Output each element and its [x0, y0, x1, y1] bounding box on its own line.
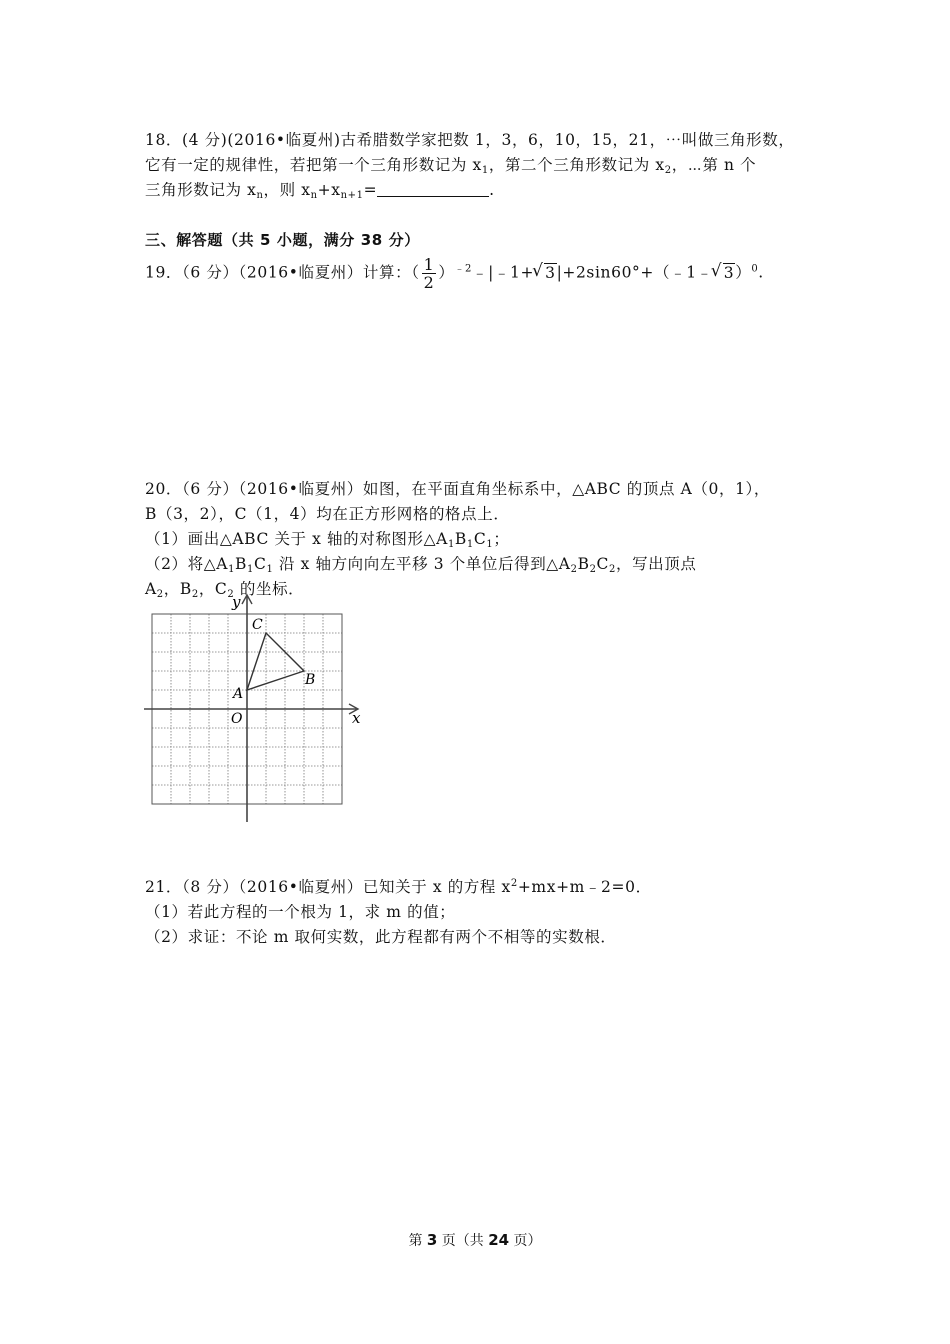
- q20-part1: （1）画出△ABC 关于 x 轴的对称图形$\triangle A_1B_1C_1$；: [145, 530, 510, 550]
- sqrt-radical: √ 3: [713, 264, 735, 282]
- origin-label: O: [231, 711, 243, 727]
- q18-line1: 18．(4 分)(2016•临夏州)古希腊数学家把数 1，3，6，10，15，21，⋯叫做三角形数，: [145, 131, 795, 149]
- q20-line2: B（3，2），C（1，4）均在正方形网格的格点上．: [145, 505, 510, 523]
- section-title: 三、解答题（共 5 小题，满分 38 分）: [145, 231, 420, 249]
- fraction: $\frac{1}{2}$: [423, 255, 435, 292]
- q21-line1: 21．（8 分）（2016•临夏州）已知关于 x 的方程 $x^2+mx+m﹣2=0$．: [145, 878, 652, 896]
- answer-blank[interactable]: [377, 182, 489, 197]
- total-pages: 24: [488, 1231, 510, 1249]
- page-footer: 第 3 页（共 24 页）: [408, 1231, 542, 1249]
- q19-expression: 19．（6 分）（2016•临夏州）计算：（ $\frac{1}{2}$ ）$^{﹣2}$﹣|﹣1+√ 3|+2sin60°+（﹣1﹣√ 3）$^0$.: [145, 256, 764, 291]
- q18-line3: 三角形数记为 $x_n$，则 $x_n+x_{n+1}=$ .: [145, 181, 495, 201]
- q18-line2: 它有一定的规律性，若把第一个三角形数记为 $x_1$，第二个三角形数记为 $x_2$，⋯第 n 个: [145, 156, 757, 176]
- vertex-b-label: B: [305, 672, 316, 688]
- q21-part2: （2）求证：不论 m 取何实数，此方程都有两个不相等的实数根．: [145, 928, 617, 946]
- page-number: 3: [426, 1231, 438, 1249]
- vertex-c-label: C: [252, 617, 263, 633]
- q20-part2-cont: $A_2$，$B_2$，$C_2$ 的坐标．: [145, 580, 305, 600]
- q21-part1: （1）若此方程的一个根为 1，求 m 的值；: [145, 903, 456, 921]
- q20-part2: （2）将$\triangle A_1B_1C_1$ 沿 x 轴方向向左平移 3 个单位后得到$\triangle A_2B_2C_2$，写出顶点: [145, 555, 697, 575]
- y-axis-label: y: [232, 593, 241, 611]
- q20-line1: 20．（6 分）（2016•临夏州）如图，在平面直角坐标系中，△ABC 的顶点 A（0，1），: [145, 480, 770, 498]
- coordinate-grid-figure: [140, 592, 370, 828]
- x-axis-label: x: [352, 709, 361, 727]
- sqrt-radical: √ 3: [534, 264, 556, 282]
- triangle-abc: [247, 633, 304, 690]
- vertex-a-label: A: [233, 686, 244, 702]
